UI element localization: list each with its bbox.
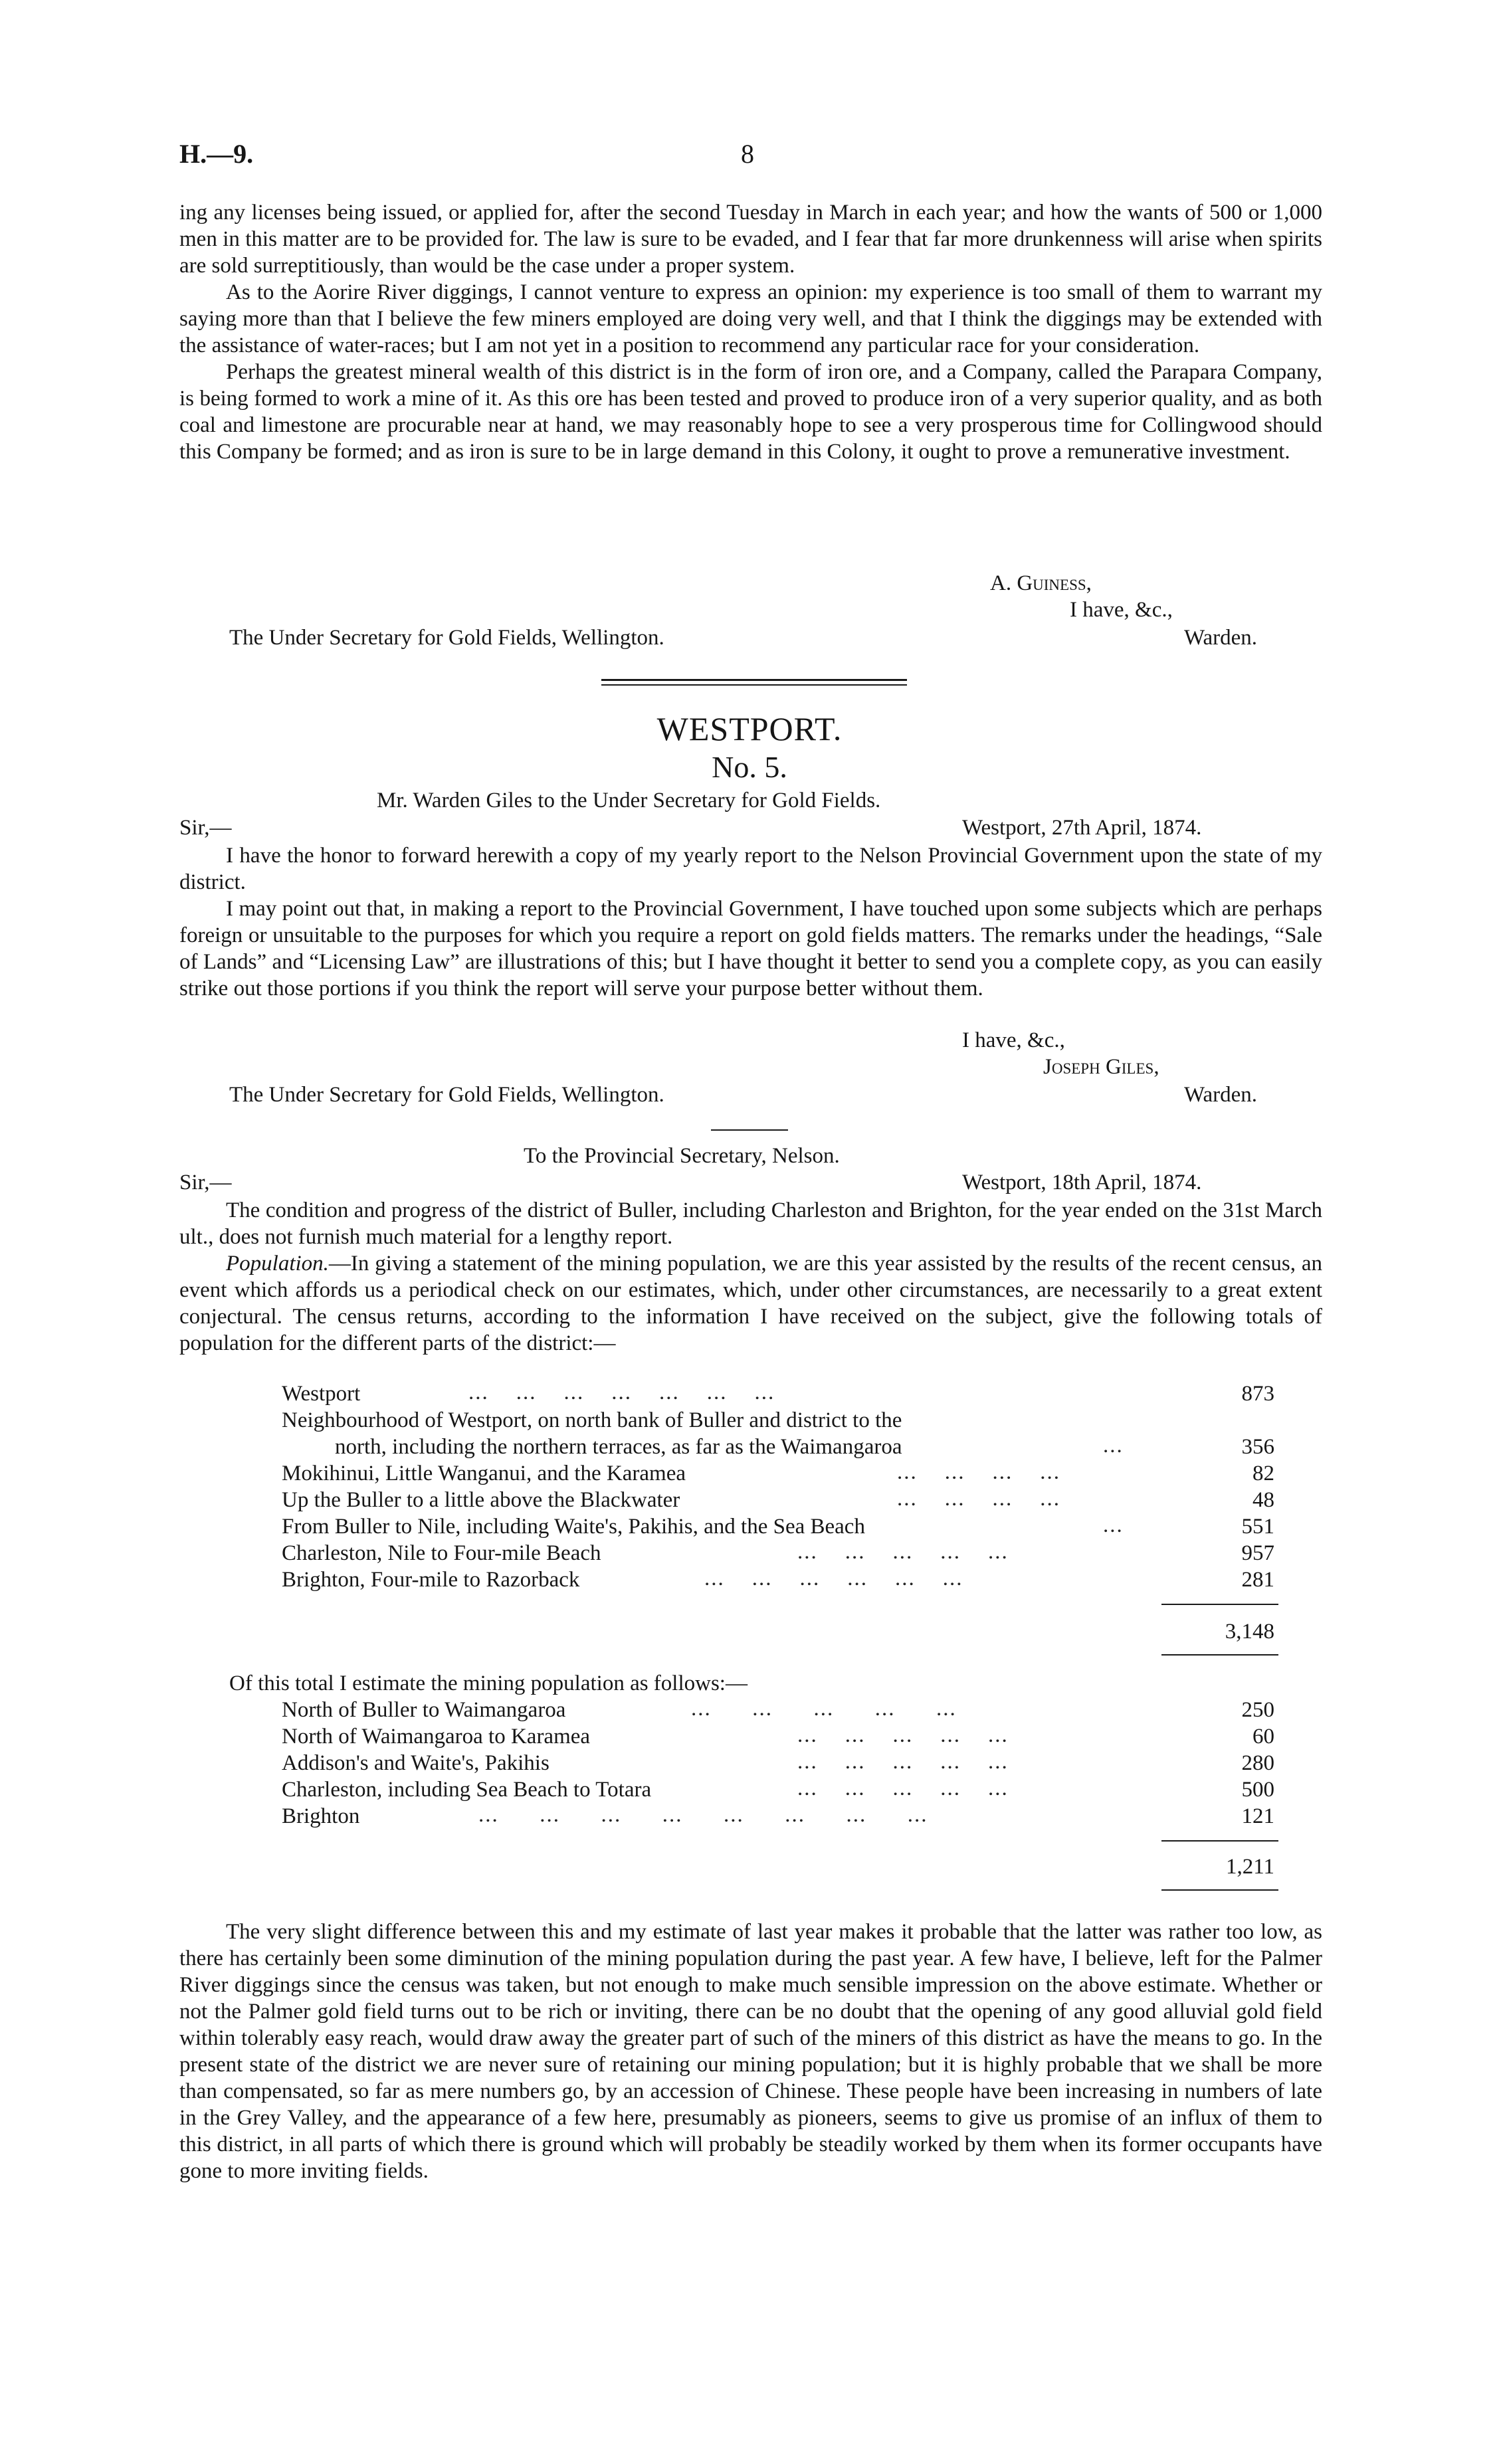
total-rule [1161,1654,1278,1656]
closing: I have, &c., [962,1028,1065,1052]
table-row [282,1750,550,1776]
place-name: From Buller to Nile, including Waite's, Pakihis, and the Sea Beach [282,1515,865,1539]
signatory-title: Warden. [1184,1083,1258,1107]
table-value: 60 [1252,1725,1274,1749]
closing: I have, &c., [1070,598,1173,622]
table-total: 1,211 [1225,1855,1274,1879]
population-paragraph [179,1250,1322,1357]
leader-dots: ... ... ... ... ... [797,1750,1009,1774]
table-value: 500 [1241,1778,1274,1802]
letter-date: Westport, 18th April, 1874. [962,1171,1202,1194]
leader-dots: ... [1103,1434,1124,1458]
paragraph: I have the honor to forward herewith a copy of my yearly report to the Nelson Provincial Government upon the state of my district. [179,844,1322,894]
leader-dots: ... ... ... ... ... ... ... [468,1380,775,1404]
leader-dots: ... ... ... ... [897,1487,1060,1511]
report-intro [179,1197,1322,1357]
table-row [282,1407,902,1434]
table-value: 280 [1241,1751,1274,1775]
paragraph: Perhaps the greatest mineral wealth of this district is in the form of iron ore, and a Company, called the Parapara Company, is being formed to work a mine of it. As this ore has been tested and proved to produce iron of a very superior quality, and as both coal and limestone are procurable near at hand, we may reasonably hope to see a very prosperous time for Collingwood should this Company be formed; and as iron is sure to be in large demand in this Colony, it ought to prove a remunerative investment. [179,360,1322,464]
place-name: Brighton [282,1804,360,1828]
signature: A. Guiness, [990,571,1092,595]
leader-dots: ... ... ... ... ... ... [704,1566,963,1590]
mining-intro: Of this total I estimate the mining population as follows:— [229,1671,748,1695]
section-divider [601,684,907,686]
table-row [282,1460,686,1487]
table-row [282,1697,565,1723]
letter-number: No. 5. [712,750,787,784]
paragraph: The very slight difference between this and my estimate of last year makes it probable that the latter was rather too low, as there has certainly been some diminution of the mining population during the past year. A few have, I believe, left for the Palmer River diggings since the census was taken, but not enough to make much sensible impression on the above estimate. Whether or not the Palmer gold field turns out to be rich or inviting, there can be no doubt that the opening of any good alluvial gold field within tolerably easy reach, would draw away the greater part of such of the miners of this district as have the means to go. In the present state of the district we are never sure of retaining our mining population; but it is highly probable that we shall be more than compensated, so far as mere numbers go, by an accession of Chinese. These people have been increasing in numbers of late in the Grey Valley, and the appearance of a few here, presumably as pioneers, seems to give us promise of an influx of them to this district, in all parts of which there is ground which will probably be steadily worked by them when its former occupants have gone to more inviting fields. [179,1920,1322,2183]
doc-reference: H.—9. [179,139,254,169]
table-total: 3,148 [1225,1620,1274,1644]
leader-dots: ... [1103,1513,1124,1537]
table-value: 873 [1241,1382,1274,1406]
table-value: 82 [1252,1462,1274,1485]
place-name: Westport [282,1382,361,1406]
place-name: North of Waimangaroa to Karamea [282,1725,591,1749]
leader-dots: ... ... ... ... ... [691,1697,957,1721]
place-name: North of Buller to Waimangaroa [282,1698,566,1722]
leader-dots: ... ... ... ... ... [797,1776,1009,1800]
population-label: Population. [226,1252,329,1276]
paragraph: As to the Aorire River diggings, I cannot venture to express an opinion: my experience is too small of them to warrant my saying more than that I believe the few miners employed are doing very well, and that I think the diggings may be extended with the assistance of water-races; but I am not yet in a position to recommend any particular race for your consideration. [179,280,1322,357]
westport-letter-body [179,842,1322,1002]
total-rule [1161,1889,1278,1891]
table-value: 121 [1241,1804,1274,1828]
salutation: Sir,— [179,1171,232,1194]
sum-rule [1161,1840,1278,1842]
table-row [282,1803,359,1830]
place-name: Charleston, Nile to Four-mile Beach [282,1541,601,1565]
leader-dots: ... ... ... ... ... [797,1540,1009,1564]
signatory-title: Warden. [1184,626,1258,650]
table-row [282,1566,579,1593]
place-name: Addison's and Waite's, Pakihis [282,1751,550,1775]
table-row [282,1380,360,1407]
nelson-letter-body [179,199,1322,465]
table-row [282,1540,601,1566]
table-value: 48 [1252,1488,1274,1512]
table-row [282,1487,680,1513]
paragraph: ing any licenses being issued, or applied for, after the second Tuesday in March in each year; and how the wants of 500 or 1,000 men in this matter are to be provided for. The law is sure to be evaded, and I fear that far more drunkenness will arise when spirits are sold surreptitiously, than would be the case under a proper system. [179,201,1322,278]
table-value: 281 [1241,1568,1274,1592]
divider [711,1129,788,1131]
place-name: Mokihinui, Little Wanganui, and the Karamea [282,1462,686,1485]
salutation: Sir,— [179,816,232,840]
place-name: Up the Buller to a little above the Blackwater [282,1488,680,1512]
page-number: 8 [741,139,754,169]
section-divider [601,679,907,681]
place-name: Brighton, Four-mile to Razorback [282,1568,580,1592]
table-value: 356 [1241,1435,1274,1459]
table-row [282,1776,651,1803]
place-name: north, including the northern terraces, as far as the Waimangaroa [335,1435,902,1459]
letter-date: Westport, 27th April, 1874. [962,816,1202,840]
section-heading: WESTPORT. [656,710,843,747]
table-value: 250 [1241,1698,1274,1722]
table-value: 551 [1241,1515,1274,1539]
report-closing [179,1919,1322,2184]
paragraph: The condition and progress of the district of Buller, including Charleston and Brighton, for the year ended on the 31st March ult., does not furnish much material for a lengthy report. [179,1198,1322,1249]
letter-subheading: Mr. Warden Giles to the Under Secretary for Gold Fields. [377,789,881,812]
addressee: The Under Secretary for Gold Fields, Wellington. [229,626,664,650]
population-text: —In giving a statement of the mining population, we are this year assisted by the results of the recent census, an event which affords us a periodical check on our estimates, which, under other circumstances, are necessarily to a great extent conjectural. The census returns, according to the information I have received on the subject, give the following totals of population for the different parts of the district:— [179,1252,1322,1355]
leader-dots: ... ... ... ... ... [797,1723,1009,1747]
paragraph: I may point out that, in making a report to the Provincial Government, I have touched upon some subjects which are perhaps foreign or unsuitable to the purposes for which you require a report on gold fields matters. The remarks under the headings, “Sale of Lands” and “Licensing Law” are illustrations of this; but I have thought it better to send you a complete copy, as you can easily strike out those portions if you think the report will serve your purpose better without them. [179,897,1322,1000]
to-line: To the Provincial Secretary, Nelson. [524,1144,840,1168]
table-row [282,1723,590,1750]
addressee: The Under Secretary for Gold Fields, Wellington. [229,1083,664,1107]
table-row-continued [335,1434,902,1460]
place-name: Neighbourhood of Westport, on north bank of Buller and district to the [282,1408,902,1432]
leader-dots: ... ... ... ... ... ... ... ... [478,1803,928,1827]
sum-rule [1161,1604,1278,1605]
table-value: 957 [1241,1541,1274,1565]
place-name: Charleston, including Sea Beach to Totara [282,1778,652,1802]
table-row [282,1513,865,1540]
signature: Joseph Giles, [1043,1055,1159,1079]
leader-dots: ... ... ... ... [897,1460,1060,1484]
